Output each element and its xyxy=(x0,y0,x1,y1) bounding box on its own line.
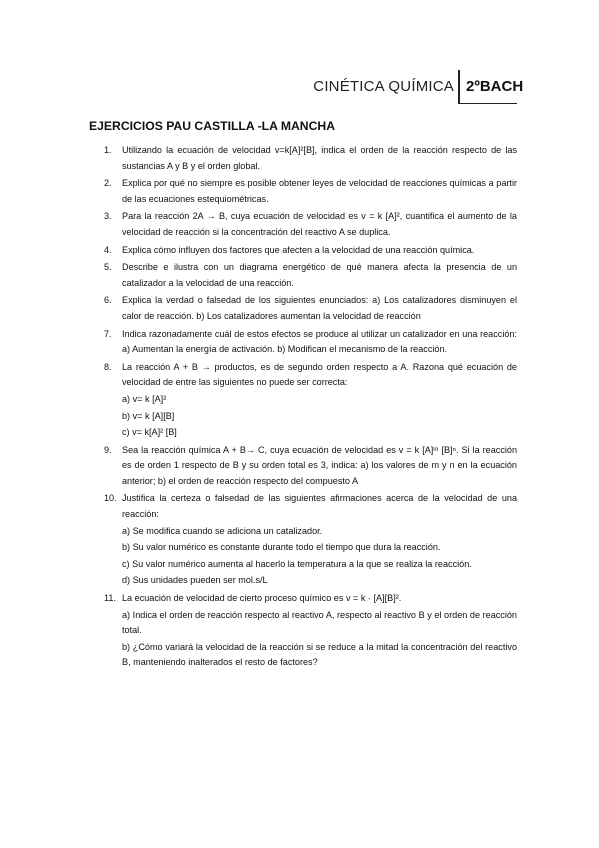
exercise-item xyxy=(89,327,517,358)
exercise-text: Justifica la certeza o falsedad de las siguientes afirmaciones acerca de la velocidad de una reacción: xyxy=(122,493,517,520)
exercise-text: Para la reacción 2A → B, cuya ecuación de velocidad es v = k [A]², cuantifica el aumento de la velocidad de reacción si la concentración del reactivo A se duplica. xyxy=(122,211,517,237)
exercise-item xyxy=(89,209,517,240)
exercise-body xyxy=(122,243,517,259)
exercise-item xyxy=(89,591,517,671)
exercise-subitem: a) v= k [A]² xyxy=(122,393,167,404)
exercise-number: 1. xyxy=(104,145,112,155)
exercise-subitem: c) v= k[A]² [B] xyxy=(122,427,177,438)
exercise-subitem: c) Su valor numérico aumenta al hacerlo la temperatura a la que se realiza la reacción. xyxy=(122,558,472,569)
exercise-number: 6. xyxy=(104,295,112,306)
exercise-number: 5. xyxy=(104,262,112,273)
exercise-body xyxy=(122,143,517,174)
exercise-number: 8. xyxy=(104,361,112,372)
exercise-body xyxy=(122,209,517,240)
exercise-body xyxy=(122,443,517,490)
page-header xyxy=(0,70,599,104)
exercise-text: La ecuación de velocidad de cierto proceso químico es v = k · [A][B]². xyxy=(122,593,402,604)
course-label: 2ºBACH xyxy=(458,70,523,104)
exercise-item xyxy=(89,491,517,589)
exercise-item xyxy=(89,293,517,324)
exercise-subitem: b) Su valor numérico es constante durante todo el tiempo que dura la reacción. xyxy=(122,542,441,553)
exercise-number: 2. xyxy=(104,178,112,189)
exercise-item xyxy=(89,243,517,259)
exercise-subitem: d) Sus unidades pueden ser mol.s/L xyxy=(122,575,268,586)
exercise-number: 3. xyxy=(104,211,112,222)
exercise-item xyxy=(89,360,517,441)
exercise-body xyxy=(122,176,517,207)
subject-title: CINÉTICA QUÍMICA xyxy=(313,78,454,95)
exercise-item xyxy=(89,260,517,291)
exercise-number: 4. xyxy=(104,244,112,255)
exercise-number: 9. xyxy=(104,444,112,455)
exercise-item xyxy=(89,443,517,490)
exercise-number: 11. xyxy=(104,593,116,604)
exercise-body xyxy=(122,260,517,291)
exercise-subitem: a) Indica el orden de reacción respecto al reactivo A, respecto al reactivo B y el orden de reacción total. xyxy=(122,609,517,636)
exercise-text: La reacción A + B → productos, es de segundo orden respecto a A. Razona qué ecuación de velocidad de entre las siguientes no puede ser correcta: xyxy=(122,361,517,388)
exercise-subitem: b) ¿Cómo variará la velocidad de la reacción si se reduce a la mitad la concentración del reactivo B, manteniendo inalterados el resto de factores? xyxy=(122,641,517,668)
exercise-body xyxy=(122,293,517,324)
exercise-body xyxy=(122,327,517,358)
exercise-text: Sea la reacción química A + B→ C, cuya ecuación de velocidad es v = k [A]ᵐ [B]ⁿ. Si la reacción es de orden 1 respecto de B y su orden total es 3, indica: a) los valores de m y n en la ecuación anterior; b) el orden de reacción respecto del compuesto A xyxy=(122,444,517,486)
exercise-number: 10. xyxy=(104,493,117,504)
document-title: EJERCICIOS PAU CASTILLA -LA MANCHA xyxy=(89,119,336,133)
exercise-body xyxy=(122,491,517,589)
exercise-text: Explica la verdad o falsedad de los siguientes enunciados: a) Los catalizadores disminuyen el calor de reacción. b) Los catalizadores aumentan la velocidad de reacción xyxy=(122,295,517,321)
exercise-text: Explica por qué no siempre es posible obtener leyes de velocidad de reacciones químicas a partir de las ecuaciones estequiométricas. xyxy=(122,178,517,204)
exercise-text: Utilizando la ecuación de velocidad v=k[A]²[B], indica el orden de la reacción respecto de las sustancias A y B y el orden global. xyxy=(122,145,517,171)
exercise-text: Explica cómo influyen dos factores que afecten a la velocidad de una reacción química. xyxy=(122,244,475,255)
exercise-text: Indica razonadamente cuál de estos efectos se produce al utilizar un catalizador en una reacción: a) Aumentan la energía de activación. b) Modifican el mecanismo de la reacción. xyxy=(122,328,517,355)
exercise-subitem: b) v= k [A][B] xyxy=(122,410,175,421)
exercise-number: 7. xyxy=(104,328,112,339)
exercise-body xyxy=(122,591,517,671)
exercise-item xyxy=(89,176,517,207)
exercise-item xyxy=(89,143,517,174)
exercise-subitem: a) Se modifica cuando se adiciona un catalizador. xyxy=(122,525,323,536)
exercise-list xyxy=(89,143,517,673)
exercise-text: Describe e ilustra con un diagrama energético de qué manera afecta la presencia de un catalizador a la velocidad de una reacción. xyxy=(122,262,517,288)
exercise-body xyxy=(122,360,517,441)
header-rule xyxy=(458,103,517,104)
